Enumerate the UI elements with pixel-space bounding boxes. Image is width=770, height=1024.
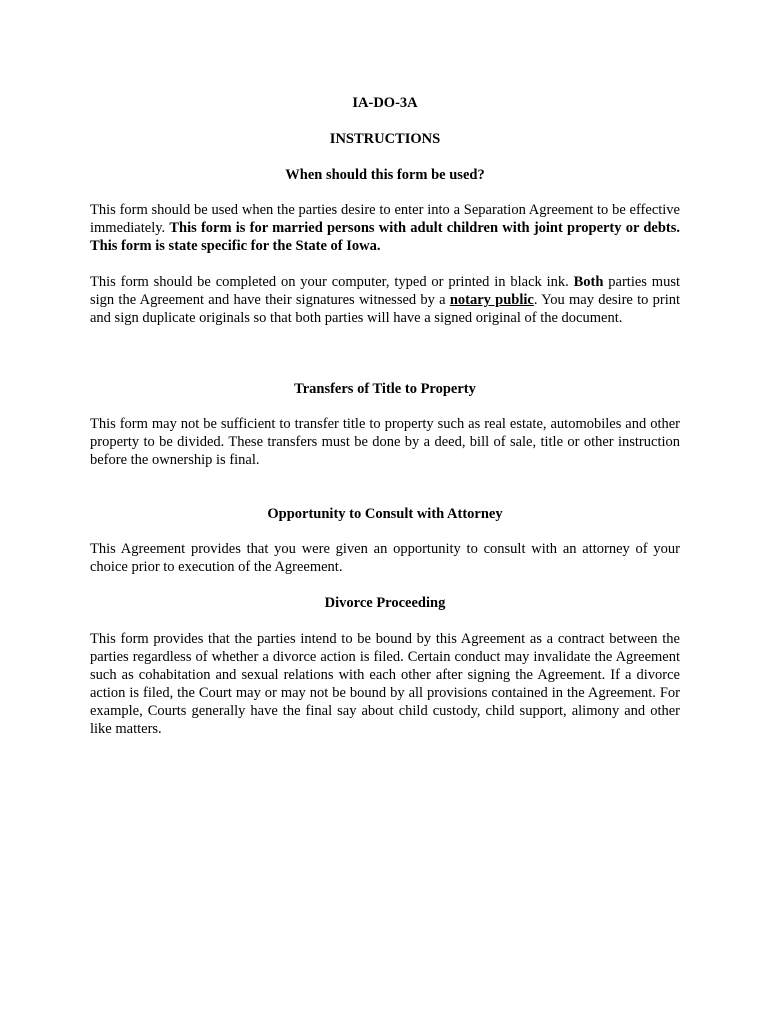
section-heading-divorce: Divorce Proceeding bbox=[324, 595, 446, 611]
paragraph-divorce: This form provides that the parties intend to be bound by this Agreement as a contract between the parties regardless of whether a divorce action is filed. Certain conduct may invalidate the Agreement such as cohabitation and sexual relations with each other after signing the Agreement. If a divorce action is filed, the Court may or may not be bound by all provisions contained in the Agreement. For example, Courts generally have the final say about child custody, child support, alimony and other like matters. bbox=[90, 631, 680, 737]
section-heading-transfers: Transfers of Title to Property bbox=[294, 381, 476, 397]
paragraph-transfers: This form may not be sufficient to transfer title to property such as real estate, automobiles and other property to be divided. These transfers must be done by a deed, bill of sale, title or other instruction before the ownership is final. bbox=[90, 416, 680, 468]
text: . You may desire to print and sign duplicate originals so that both parties will have a signed original of the document. bbox=[90, 292, 681, 326]
section-heading-attorney: Opportunity to Consult with Attorney bbox=[267, 506, 503, 522]
paragraph-attorney: This Agreement provides that you were given an opportunity to consult with an attorney of your choice prior to execution of the Agreement. bbox=[90, 541, 680, 575]
text: parties must sign the Agreement and have their signatures witnessed by a bbox=[90, 274, 680, 308]
page-title: INSTRUCTIONS bbox=[329, 131, 441, 147]
text: This form should be used when the parties desire to enter into a Separation Agreement to be effective immediately. bbox=[90, 202, 680, 236]
underlined-bold-text: notary public bbox=[449, 292, 534, 308]
text: This form should be completed on your computer, typed or printed in black ink. bbox=[90, 274, 574, 290]
bold-text: This form is for married persons with adult children with joint property or debts. This form is state specific for the State of Iowa. bbox=[90, 220, 680, 254]
bold-text: Both bbox=[573, 274, 604, 290]
paragraph-when-used bbox=[90, 201, 680, 255]
section-heading-when-used: When should this form be used? bbox=[285, 167, 485, 183]
paragraph-completion bbox=[90, 273, 680, 327]
form-id: IA-DO-3A bbox=[352, 95, 418, 111]
